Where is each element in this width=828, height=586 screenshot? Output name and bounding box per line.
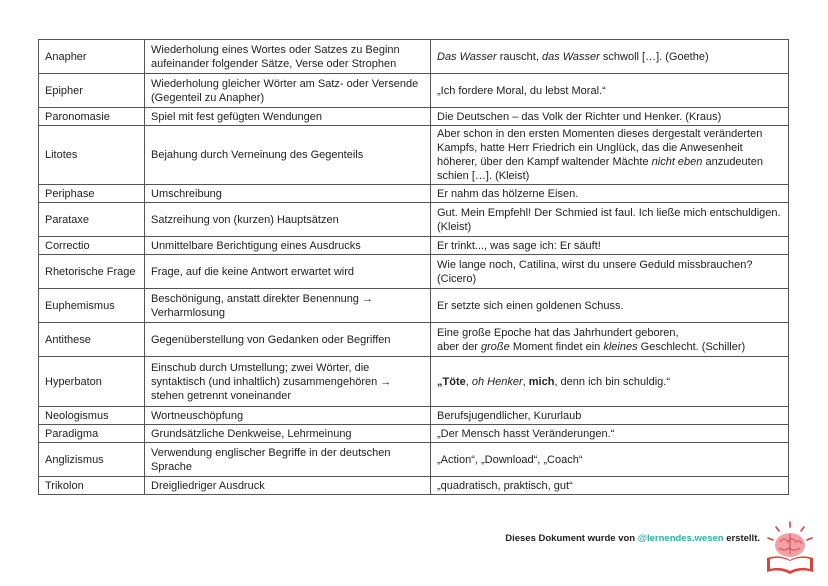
- term-cell: Paronomasie: [39, 108, 145, 126]
- table-row: [39, 425, 789, 443]
- example-cell: [431, 203, 789, 237]
- example-segment: Moment findet ein: [509, 340, 604, 353]
- term-cell: Periphase: [39, 185, 145, 203]
- definition-cell: Satzreihung von (kurzen) Hauptsätzen: [145, 203, 431, 237]
- example-cell: [431, 425, 789, 443]
- example-cell: [431, 357, 789, 407]
- term-cell: Anglizismus: [39, 443, 145, 477]
- example-cell: [431, 126, 789, 185]
- example-segment: große: [481, 340, 510, 353]
- example-cell: [431, 323, 789, 357]
- table-row: [39, 40, 789, 74]
- table-row: [39, 237, 789, 255]
- example-cell: [431, 74, 789, 108]
- example-segment: Aber schon in den ersten Momenten dieses dergestalt veränderten Kampfs, hatte Herr Friedrich ein Unglück, das die Anwesenheit höherer, über den Kampf waltender Mächte: [437, 128, 763, 168]
- example-cell: [431, 407, 789, 425]
- example-segment: ,: [465, 375, 472, 388]
- term-cell: Rhetorische Frage: [39, 255, 145, 289]
- table-row: [39, 357, 789, 407]
- table-row: [39, 323, 789, 357]
- table-row: [39, 126, 789, 185]
- definition-cell: Frage, auf die keine Antwort erwartet wird: [145, 255, 431, 289]
- example-segment: „quadratisch, praktisch, gut“: [437, 479, 573, 492]
- table-row: [39, 203, 789, 237]
- example-segment: Berufsjugendlicher, Kururlaub: [437, 409, 582, 422]
- definition-cell: Spiel mit fest gefügten Wendungen: [145, 108, 431, 126]
- definition-cell: Dreigliedriger Ausdruck: [145, 477, 431, 495]
- example-cell: [431, 255, 789, 289]
- example-segment: aber der: [437, 340, 482, 353]
- table-row: [39, 255, 789, 289]
- example-segment: Die Deutschen – das Volk der Richter und Henker. (Kraus): [437, 110, 722, 123]
- example-segment: ,: [522, 375, 529, 388]
- definition-cell: Unmittelbare Berichtigung eines Ausdrucks: [145, 237, 431, 255]
- footer-suffix: erstellt.: [723, 533, 760, 544]
- footer-handle-link[interactable]: @lernendes.wesen: [637, 533, 724, 544]
- example-segment: Er trinkt..., was sage ich: Er säuft!: [437, 239, 601, 252]
- example-segment: Gut. Mein Empfehl! Der Schmied ist faul. Ich ließe mich entschuldigen. (Kleist): [437, 206, 781, 233]
- footer-credit: [505, 533, 760, 544]
- table-row: [39, 185, 789, 203]
- table-row: [39, 477, 789, 495]
- definition-cell: Bejahung durch Verneinung des Gegenteils: [145, 126, 431, 185]
- term-cell: Paradigma: [39, 425, 145, 443]
- definition-cell: Grundsätzliche Denkweise, Lehrmeinung: [145, 425, 431, 443]
- table-row: [39, 407, 789, 425]
- stylistic-devices-table: [38, 39, 789, 495]
- example-cell: [431, 477, 789, 495]
- example-segment: Er nahm das hölzerne Eisen.: [437, 187, 579, 200]
- term-cell: Neologismus: [39, 407, 145, 425]
- example-segment: „Action“, „Download“, „Coach“: [437, 453, 583, 466]
- example-cell: [431, 289, 789, 323]
- definition-cell: Umschreibung: [145, 185, 431, 203]
- term-cell: Parataxe: [39, 203, 145, 237]
- definition-cell: Wiederholung gleicher Wörter am Satz- oder Versende (Gegenteil zu Anapher): [145, 74, 431, 108]
- example-segment: oh Henker: [471, 375, 523, 388]
- term-cell: Correctio: [39, 237, 145, 255]
- table-row: [39, 108, 789, 126]
- example-segment: Das Wasser: [437, 50, 497, 63]
- example-cell: [431, 108, 789, 126]
- example-segment: kleines: [603, 340, 638, 353]
- brain-icon: [775, 533, 805, 557]
- definition-cell: Wortneuschöpfung: [145, 407, 431, 425]
- example-segment: Wie lange noch, Catilina, wirst du unsere Geduld missbrauchen? (Cicero): [437, 258, 753, 285]
- example-segment: schwoll […]. (Goethe): [599, 50, 709, 63]
- definition-cell: Einschub durch Umstellung; zwei Wörter, die syntaktisch (und inhaltlich) zusammengehören → stehen getrennt voneinander: [145, 357, 431, 407]
- example-segment: nicht eben: [651, 156, 703, 168]
- definition-cell: Beschönigung, anstatt direkter Benennung → Verharmlosung: [145, 289, 431, 323]
- term-cell: Euphemismus: [39, 289, 145, 323]
- term-cell: Epipher: [39, 74, 145, 108]
- example-segment: rauscht,: [496, 50, 542, 63]
- table-row: [39, 289, 789, 323]
- example-cell: [431, 40, 789, 74]
- term-cell: Trikolon: [39, 477, 145, 495]
- term-cell: Hyperbaton: [39, 357, 145, 407]
- example-segment: Er setzte sich einen goldenen Schuss.: [437, 299, 624, 312]
- table-row: [39, 74, 789, 108]
- definition-cell: Wiederholung eines Wortes oder Satzes zu Beginn aufeinander folgender Sätze, Verse oder Strophen: [145, 40, 431, 74]
- open-book-icon: [767, 556, 813, 574]
- term-cell: Antithese: [39, 323, 145, 357]
- table-row: [39, 443, 789, 477]
- example-segment: das Wasser: [541, 50, 600, 63]
- example-segment: Geschlecht. (Schiller): [637, 340, 746, 353]
- definition-cell: Verwendung englischer Begriffe in der deutschen Sprache: [145, 443, 431, 477]
- term-cell: Litotes: [39, 126, 145, 185]
- example-segment: „Der Mensch hasst Veränderungen.“: [437, 427, 615, 440]
- definition-cell: Gegenüberstellung von Gedanken oder Begriffen: [145, 323, 431, 357]
- term-cell: Anapher: [39, 40, 145, 74]
- example-segment: , denn ich bin schuldig.“: [554, 375, 671, 388]
- example-segment: „Töte: [437, 375, 466, 388]
- brain-book-logo: [762, 520, 818, 576]
- footer-prefix: Dieses Dokument wurde von: [505, 533, 638, 544]
- example-segment: anzudeuten schien […]. (Kleist): [437, 156, 763, 182]
- example-segment: „Ich fordere Moral, du lebst Moral.“: [437, 84, 606, 97]
- example-segment: mich: [528, 375, 555, 388]
- example-cell: [431, 443, 789, 477]
- example-cell: [431, 237, 789, 255]
- example-cell: [431, 185, 789, 203]
- example-segment: Eine große Epoche hat das Jahrhundert geboren,: [437, 326, 679, 339]
